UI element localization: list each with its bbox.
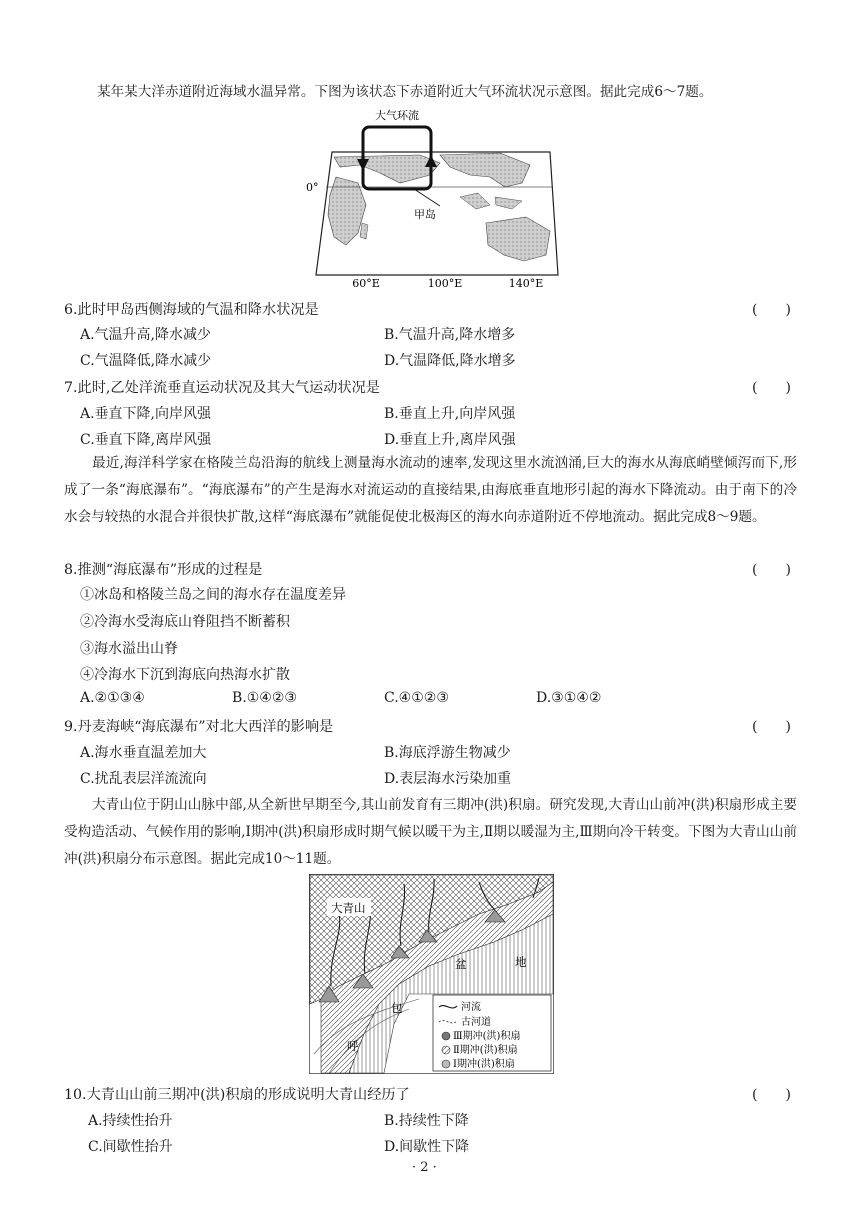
legend-fan-ii: Ⅱ期冲(洪)积扇 — [453, 1045, 518, 1056]
legend-river: 河流 — [461, 1002, 481, 1013]
intro-6-7: 某年某大洋赤道附近海域水温异常。下图为该状态下赤道附近大气环流状况示意图。据此完成6～7题。 — [97, 84, 713, 100]
q10-option-b: B.持续性下降 — [384, 1113, 469, 1129]
circulation-label: 大气环流 — [375, 109, 419, 122]
island-label: 甲岛 — [414, 208, 436, 221]
q8-item-4: ④冷海水下沉到海底向热海水扩散 — [80, 667, 290, 683]
intro-8-9: 最近,海洋科学家在格陵兰岛沿海的航线上测量海水流动的速率,发现这里水流汹涌,巨大的海水从海底峭壁倾泻而下,形成了一条“海底瀑布”。“海底瀑布”的产生是海水对流运动的直接结果,由海底垂直地形引起的海水下降流动。由于南下的冷水会与较热的水混合并很快扩散,这样“海底瀑布”就能促使北极海区的海水向赤道附近不停地流动。据此完成8～9题。 — [64, 455, 797, 525]
q9-option-a: A.海水垂直温差加大 — [80, 745, 207, 761]
question-6-stem: 6.此时甲岛西侧海域的气温和降水状况是 — [64, 302, 319, 318]
q8-item-2: ②冷海水受海底山脊阻挡不断蓄积 — [80, 614, 290, 630]
intro-10-11: 大青山位于阴山山脉中部,从全新世早期至今,其山前发育有三期冲(洪)积扇。研究发现,大青山山前冲(洪)积扇形成主要受构造活动、气候作用的影响,Ⅰ期冲(洪)积扇形成时期气候以暖干为主,Ⅱ期以暖湿为主,Ⅲ期向冷干转变。下图为大青山山前冲(洪)积扇分布示意图。据此完成10～11题。 — [64, 797, 797, 867]
q9-option-c: C.扰乱表层洋流流向 — [80, 771, 207, 787]
lon-label-100: 100°E — [427, 277, 463, 290]
city-char-1: 包 — [391, 1001, 403, 1015]
q10-option-d: D.间歇性下降 — [384, 1139, 470, 1155]
legend-fan-i: Ⅰ期冲(洪)积扇 — [453, 1059, 515, 1070]
answer-paren: ( ) — [752, 302, 791, 318]
q10-option-c: C.间歇性抬升 — [88, 1139, 173, 1155]
answer-paren: ( ) — [752, 1087, 791, 1103]
q7-option-b: B.垂直上升,向岸风强 — [384, 406, 516, 422]
q7-option-c: C.垂直下降,离岸风强 — [80, 432, 212, 448]
q6-option-c: C.气温降低,降水减少 — [80, 353, 212, 369]
mountain-label: 大青山 — [331, 901, 366, 915]
legend-old-river: 古河道 — [461, 1017, 491, 1028]
q8-option-b: B.①④②③ — [232, 690, 297, 706]
q7-option-d: D.垂直上升,离岸风强 — [384, 432, 516, 448]
q8-item-3: ③海水溢出山脊 — [80, 641, 178, 657]
q9-option-d: D.表层海水污染加重 — [384, 771, 512, 787]
answer-paren: ( ) — [752, 719, 791, 735]
q8-option-a: A.②①③④ — [80, 690, 145, 706]
equator-label: 0° — [306, 181, 319, 194]
q9-option-b: B.海底浮游生物减少 — [384, 745, 511, 761]
alluvial-fan-map — [309, 874, 554, 1074]
q6-option-a: A.气温升高,降水减少 — [80, 327, 212, 343]
question-7-stem: 7.此时,乙处洋流垂直运动状况及其大气运动状况是 — [64, 380, 380, 396]
question-10-stem: 10.大青山山前三期冲(洪)积扇的形成说明大青山经历了 — [64, 1087, 410, 1103]
q8-item-1: ①冰岛和格陵兰岛之间的海水存在温度差异 — [80, 587, 346, 603]
fan-i-legend-icon — [442, 1060, 450, 1068]
q10-option-a: A.持续性抬升 — [88, 1113, 173, 1129]
circulation-map — [300, 105, 565, 290]
page-number: · 2 · — [412, 1160, 437, 1175]
legend-fan-iii: Ⅲ期冲(洪)积扇 — [453, 1031, 521, 1042]
q8-option-d: D.③①④② — [536, 690, 602, 706]
basin-char-2: 地 — [515, 955, 527, 969]
question-8-stem: 8.推测“海底瀑布”形成的过程是 — [64, 562, 263, 578]
q6-option-d: D.气温降低,降水增多 — [384, 353, 516, 369]
q6-option-b: B.气温升高,降水增多 — [384, 327, 516, 343]
lon-label-140: 140°E — [508, 277, 544, 290]
q8-option-c: C.④①②③ — [384, 690, 449, 706]
question-9-stem: 9.丹麦海峡“海底瀑布”对北大西洋的影响是 — [64, 719, 334, 735]
fan-iii-legend-icon — [442, 1032, 450, 1040]
answer-paren: ( ) — [752, 562, 791, 578]
fan-ii-legend-icon — [442, 1046, 450, 1054]
city-char-2: 呼 — [347, 1039, 359, 1053]
q7-option-a: A.垂直下降,向岸风强 — [80, 406, 212, 422]
answer-paren: ( ) — [752, 380, 791, 396]
basin-char-1: 盆 — [455, 957, 467, 971]
lon-label-60: 60°E — [352, 277, 380, 290]
